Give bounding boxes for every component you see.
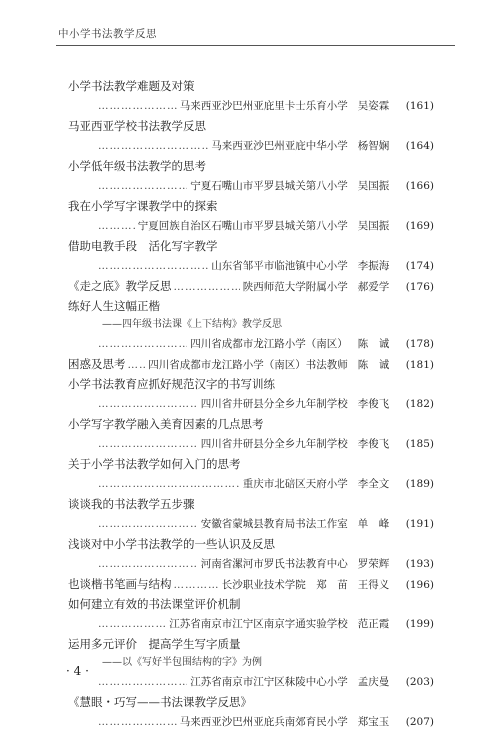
- toc-entry-school: 宁夏回族自治区石嘴山市平罗县城关第八小学: [137, 220, 348, 232]
- dot-leader: [98, 216, 135, 236]
- toc-entry-page: (166): [405, 180, 434, 192]
- dot-leader: [98, 96, 177, 116]
- toc-entry-school: 马来西亚沙巴州亚庇中华小学: [211, 140, 348, 152]
- toc-entry-page: (182): [405, 398, 434, 410]
- dot-leader: [98, 554, 198, 574]
- toc-entry-title: 小学书法教育应抓好规范汉字的书写训练: [68, 377, 275, 391]
- toc-entry-line: [68, 514, 434, 534]
- toc-entry-author: 李振海: [357, 260, 390, 272]
- toc-entry-author: 郑宝玉: [357, 716, 390, 728]
- toc-entry-author: 王得义: [357, 579, 390, 591]
- toc-entry-school: 四川省成都市龙江路小学（南区）书法教师: [148, 359, 348, 371]
- toc-entry-line: [68, 256, 434, 276]
- toc-entry-line: [68, 276, 434, 296]
- toc-entry-author: 李俊飞: [357, 398, 390, 410]
- toc-entry-page: (181): [405, 359, 434, 371]
- toc-entry-author: 李全文: [357, 478, 390, 490]
- toc-entry-line: [68, 672, 434, 692]
- toc-entry-page: (178): [405, 338, 434, 350]
- toc-entry-title: 我在小学写字课教学中的探索: [68, 199, 218, 213]
- toc-entry-title: 如何建立有效的书法课堂评价机制: [68, 597, 241, 611]
- toc-entry-line: [68, 474, 434, 494]
- toc-entry-title: 小学低年级书法教学的思考: [68, 159, 206, 173]
- toc-entry-school: 四川省井研县分全乡九年制学校: [200, 438, 348, 450]
- toc-entry-author: 吴国振: [357, 180, 390, 192]
- toc-entry-school: 江苏省南京市江宁区南京字通实验学校: [169, 618, 348, 630]
- dot-leader: [98, 474, 240, 494]
- toc-entry-school: 重庆市北碚区天府小学: [242, 478, 348, 490]
- toc-entry-line: [68, 334, 434, 354]
- toc-entry-page: (161): [405, 100, 434, 112]
- table-of-contents: [68, 76, 434, 732]
- dot-leader: [174, 277, 240, 297]
- dot-leader: [98, 394, 198, 414]
- dot-leader: [98, 514, 198, 534]
- dot-leader: [128, 355, 146, 375]
- dot-leader: [98, 614, 166, 634]
- toc-entry-school: 安徽省蒙城县教育局书法工作室: [200, 518, 348, 530]
- toc-entry-school: 山东省邹平市临池镇中心小学: [211, 260, 348, 272]
- toc-entry-school: 四川省井研县分全乡九年制学校: [200, 398, 348, 410]
- dot-leader: [98, 176, 187, 196]
- dot-leader: [98, 672, 187, 692]
- toc-entry-school: 陕西师范大学附属小学: [242, 281, 348, 293]
- toc-entry-title: 也谈楷书笔画与结构: [68, 577, 172, 591]
- toc-entry-title: 小学写字教学融入美育因素的几点思考: [68, 417, 264, 431]
- toc-entry-school: 马来西亚沙巴州亚庇兵南郊育民小学: [179, 716, 348, 728]
- toc-entry-page: (199): [405, 618, 434, 630]
- running-header: 中小学书法教学反思: [58, 28, 157, 40]
- toc-entry-line: [68, 216, 434, 236]
- toc-entry-school: 四川省成都市龙江路小学（南区）: [190, 338, 348, 350]
- toc-entry-author: 单 峰: [357, 518, 390, 530]
- toc-entry-line: [68, 96, 434, 116]
- toc-entry-author: 吴姿霖: [357, 100, 390, 112]
- toc-entry-page: (169): [405, 220, 434, 232]
- toc-entry-page: (176): [405, 281, 434, 293]
- toc-entry-page: (174): [405, 260, 434, 272]
- toc-entry-title: 困惑及思考: [68, 357, 126, 371]
- dot-leader: [98, 434, 198, 454]
- toc-entry-title: 谈谈我的书法教学五步骤: [68, 497, 195, 511]
- toc-entry-page: (203): [405, 676, 434, 688]
- toc-entry-author: 吴国振: [357, 220, 390, 232]
- toc-entry-school: 长沙职业技术学院 郑 苗: [221, 579, 348, 591]
- toc-entry-page: (207): [405, 716, 434, 728]
- toc-entry-author: 李俊飞: [357, 438, 390, 450]
- toc-entry-page: (164): [405, 140, 434, 152]
- toc-entry-author: 范正霞: [357, 618, 390, 630]
- toc-entry-title: 借助电教手段 活化写字教学: [68, 239, 218, 253]
- toc-entry-title: 马亚西亚学校书法教学反思: [68, 119, 206, 133]
- toc-entry-line: [68, 136, 434, 156]
- toc-entry-school: 江苏省南京市江宁区秣陵中心小学: [190, 676, 348, 688]
- toc-entry-author: 孟庆曼: [357, 676, 390, 688]
- page-number: · 4 ·: [66, 664, 89, 678]
- toc-entry-title: 《慧眼・巧写——书法课教学反思》: [68, 695, 252, 709]
- dot-leader: [98, 334, 187, 354]
- header-rule: [56, 45, 455, 46]
- toc-entry-title: 运用多元评价 提高学生写字质量: [68, 637, 241, 651]
- toc-entry-page: (185): [405, 438, 434, 450]
- dot-leader: [174, 575, 219, 595]
- dot-leader: [98, 712, 177, 732]
- toc-entry-line: [68, 434, 434, 454]
- toc-entry-page: (189): [405, 478, 434, 490]
- dot-leader: [98, 256, 208, 276]
- toc-entry-title: 小学书法教学难题及对策: [68, 79, 195, 93]
- toc-entry-author: 杨智娴: [357, 140, 390, 152]
- toc-entry-title: 《走之底》教学反思: [68, 279, 172, 293]
- toc-entry-page: (191): [405, 518, 434, 530]
- toc-entry-school: 马来西亚沙巴州亚庇里卡士乐育小学: [179, 100, 348, 112]
- toc-entry-line: [68, 354, 434, 374]
- toc-entry-title: 浅谈对中小学书法教学的一些认识及反思: [68, 537, 275, 551]
- toc-entry-author: 郝爱学: [357, 281, 390, 293]
- toc-entry-school: 河南省漯河市罗氏书法教育中心: [200, 558, 348, 570]
- toc-entry-line: [68, 614, 434, 634]
- toc-entry-author: 陈 诚: [357, 338, 390, 350]
- toc-entry-author: 陈 诚: [357, 359, 390, 371]
- toc-entry-school: 宁夏石嘴山市平罗县城关第八小学: [190, 180, 348, 192]
- toc-entry-author: 罗荣辉: [357, 558, 390, 570]
- toc-entry-subtitle: ——四年级书法课《上下结构》教学反思: [102, 319, 282, 330]
- toc-entry-title: 关于小学书法教学如何入门的思考: [68, 457, 241, 471]
- toc-entry-page: (196): [405, 579, 434, 591]
- toc-entry-subtitle: ——以《写好半包围结构的字》为例: [102, 657, 262, 668]
- toc-entry-line: [68, 712, 434, 732]
- toc-entry-line: [68, 176, 434, 196]
- toc-entry-title: 练好人生这幅正楷: [68, 299, 160, 313]
- toc-entry-line: [68, 574, 434, 594]
- toc-entry-page: (193): [405, 558, 434, 570]
- toc-entry-line: [68, 554, 434, 574]
- dot-leader: [98, 136, 208, 156]
- toc-entry-line: [68, 394, 434, 414]
